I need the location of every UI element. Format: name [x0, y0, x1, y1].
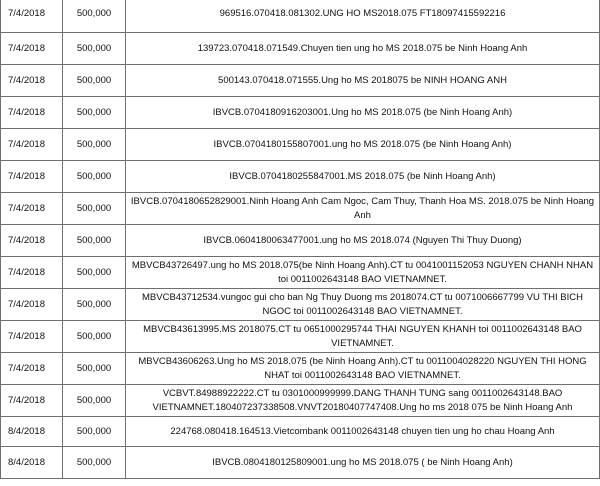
amount-cell: 500,000 — [63, 161, 126, 193]
amount-cell: 500,000 — [63, 417, 126, 447]
amount-cell: 500,000 — [63, 65, 126, 97]
description-cell: IBVCB.0704180916203001.Ung ho MS 2018.075 (be Ninh Hoang Anh) — [126, 97, 600, 129]
date-cell: 7/4/2018 — [1, 257, 63, 289]
table-row — [1, 321, 600, 353]
table-row — [1, 0, 600, 33]
description-cell: IBVCB.0704180155807001.ung ho MS 2018.075 (be Ninh Hoang Anh) — [126, 129, 600, 161]
date-cell: 7/4/2018 — [1, 0, 63, 33]
description-cell: 139723.070418.071549.Chuyen tien ung ho MS 2018.075 be Ninh Hoang Anh — [126, 33, 600, 65]
table-row — [1, 447, 600, 479]
table-row — [1, 417, 600, 447]
amount-cell: 500,000 — [63, 447, 126, 479]
description-cell: 224768.080418.164513.Vietcombank 0011002643148 chuyen tien ung ho chau Hoang Anh — [126, 417, 600, 447]
table-row — [1, 129, 600, 161]
amount-cell: 500,000 — [63, 33, 126, 65]
table-row — [1, 193, 600, 225]
date-cell: 7/4/2018 — [1, 193, 63, 225]
table-row — [1, 289, 600, 321]
date-cell: 7/4/2018 — [1, 385, 63, 417]
amount-cell: 500,000 — [63, 289, 126, 321]
date-cell: 7/4/2018 — [1, 353, 63, 385]
table-row — [1, 257, 600, 289]
description-cell: MBVCB43712534.vungoc gui cho ban Ng Thuy Duong ms 2018074.CT tu 0071006667799 VU THI BICH NGOC toi 0011002643148 BAO VIETNAMNET. — [126, 289, 600, 321]
description-cell: MBVCB43606263.Ung ho MS 2018.075 (be Ninh Hoang Anh).CT tu 0011004028220 NGUYEN THI HONG NHAT toi 0011002643148 BAO VIETNAMNET. — [126, 353, 600, 385]
table-row — [1, 385, 600, 417]
date-cell: 8/4/2018 — [1, 447, 63, 479]
amount-cell: 500,000 — [63, 321, 126, 353]
amount-cell: 500,000 — [63, 97, 126, 129]
donation-table-body — [1, 0, 600, 479]
amount-cell: 500,000 — [63, 257, 126, 289]
description-cell: IBVCB.0704180255847001.MS 2018.075 (be Ninh Hoang Anh) — [126, 161, 600, 193]
date-cell: 7/4/2018 — [1, 321, 63, 353]
description-cell: IBVCB.0804180125809001.ung ho MS 2018.075 ( be Ninh Hoang Anh) — [126, 447, 600, 479]
description-cell: 969516.070418.081302.UNG HO MS2018.075 FT18097415592216 — [126, 0, 600, 33]
table-row — [1, 65, 600, 97]
date-cell: 7/4/2018 — [1, 33, 63, 65]
description-cell: IBVCB.0604180063477001.ung ho MS 2018.074 (Nguyen Thi Thuy Duong) — [126, 225, 600, 257]
date-cell: 8/4/2018 — [1, 417, 63, 447]
description-cell: MBVCB43726497.ung ho MS 2018.075(be Ninh Hoang Anh).CT tu 0041001152053 NGUYEN CHANH NHAN toi 0011002643148 BAO VIETNAMNET. — [126, 257, 600, 289]
description-cell: VCBVT.84988922222.CT tu 0301000999999.DANG THANH TUNG sang 0011002643148.BAO VIETNAMNET.180407237338508.VNVT20180407747408.Ung ho ms 2018 075 be Ninh Hoang Anh — [126, 385, 600, 417]
table-row — [1, 353, 600, 385]
date-cell: 7/4/2018 — [1, 289, 63, 321]
description-cell: 500143.070418.071555.Ung ho MS 2018075 be NINH HOANG ANH — [126, 65, 600, 97]
table-row — [1, 225, 600, 257]
amount-cell: 500,000 — [63, 0, 126, 33]
table-row — [1, 161, 600, 193]
description-cell: IBVCB.0704180652829001.Ninh Hoang Anh Cam Ngoc, Cam Thuy, Thanh Hoa MS. 2018.075 be Ninh Hoang Anh — [126, 193, 600, 225]
date-cell: 7/4/2018 — [1, 129, 63, 161]
date-cell: 7/4/2018 — [1, 225, 63, 257]
table-row — [1, 97, 600, 129]
date-cell: 7/4/2018 — [1, 97, 63, 129]
amount-cell: 500,000 — [63, 193, 126, 225]
date-cell: 7/4/2018 — [1, 161, 63, 193]
table-row — [1, 33, 600, 65]
amount-cell: 500,000 — [63, 129, 126, 161]
amount-cell: 500,000 — [63, 353, 126, 385]
amount-cell: 500,000 — [63, 385, 126, 417]
amount-cell: 500,000 — [63, 225, 126, 257]
date-cell: 7/4/2018 — [1, 65, 63, 97]
description-cell: MBVCB43613995.MS 2018075.CT tu 0651000295744 THAI NGUYEN KHANH toi 0011002643148 BAO VIETNAMNET. — [126, 321, 600, 353]
